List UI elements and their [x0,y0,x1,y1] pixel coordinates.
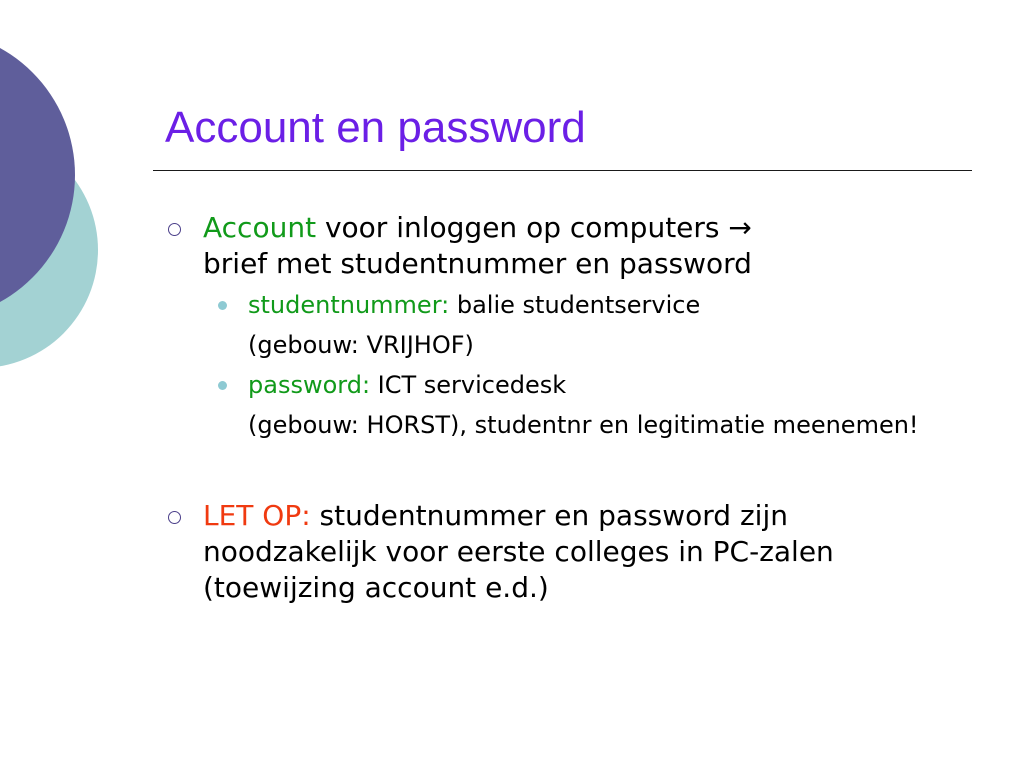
slide-body [166,210,956,606]
decorative-circles [0,0,110,400]
account-label: Account [203,211,317,244]
studentnummer-label: studentnummer: [248,291,450,319]
dot-bullet-icon [218,301,227,310]
password-continuation: (gebouw: HORST), studentnr en legitimatie meenemen! [248,411,919,439]
account-text: voor inloggen op computers → [316,211,752,244]
hollow-bullet-icon [168,511,181,524]
studentnummer-text: balie studentservice [449,291,701,319]
bullet-account [166,210,956,282]
title-divider [153,170,972,171]
bullet-let-op [166,498,956,606]
let-op-text: studentnummer en password zijn noodzakelijk voor eerste colleges in PC-zalen (toewijzing account e.d.) [203,499,834,604]
slide-title: Account en password [165,103,586,152]
hollow-bullet-icon [168,223,181,236]
account-text-line2: brief met studentnummer en password [203,247,752,280]
let-op-label: LET OP: [203,499,311,532]
password-text: ICT servicedesk [370,371,567,399]
studentnummer-continuation: (gebouw: VRIJHOF) [248,331,474,359]
password-label: password: [248,371,371,399]
subbullet-studentnummer [166,288,956,322]
dot-bullet-icon [218,381,227,390]
subbullet-password [166,368,956,402]
